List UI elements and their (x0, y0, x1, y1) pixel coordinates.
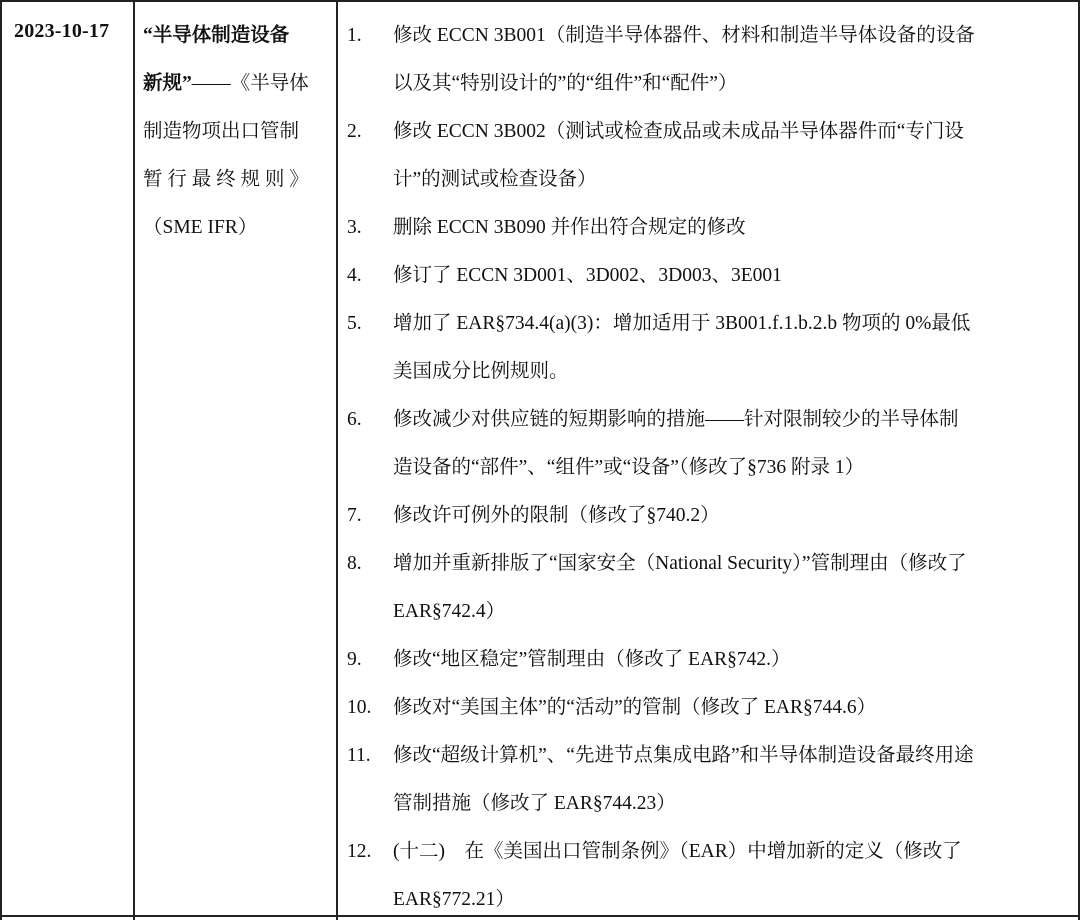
rule-title-line (143, 108, 333, 156)
column-divider-1 (133, 0, 135, 920)
item-text: 造设备的“部件”、“组件”或“设备”（修改了§736 附录 1） (393, 457, 865, 478)
item-text: 修订了 ECCN 3D001、3D002、3D003、3E001 (393, 265, 782, 286)
table-border-left (0, 0, 2, 920)
table-border-right (1078, 0, 1080, 920)
rule-title-line (143, 156, 333, 204)
rule-title-text: （SME IFR） (143, 217, 258, 238)
table-border-top (0, 0, 1080, 2)
rule-title-cell (143, 12, 333, 252)
item-text: 修改“地区稳定”管制理由（修改了 EAR§742.） (393, 649, 791, 670)
date-cell: 2023-10-17 (14, 20, 110, 42)
item-number: 6. (347, 409, 362, 430)
rule-title-line (143, 60, 333, 108)
item-number: 3. (347, 217, 362, 238)
item-number: 2. (347, 121, 362, 142)
item-number: 4. (347, 265, 362, 286)
item-text: 增加并重新排版了“国家安全（National Security）”管制理由（修改了 (393, 553, 967, 574)
item-text: 修改减少对供应链的短期影响的措施——针对限制较少的半导体制 (393, 409, 959, 430)
rule-title-text: 暂 行 最 终 规 则 》 (143, 169, 309, 190)
item-text: 增加了 EAR§734.4(a)(3)：增加适用于 3B001.f.1.b.2.b 物项的 0%最低 (393, 313, 971, 334)
item-text: EAR§772.21） (393, 889, 515, 910)
item-text: 美国成分比例规则。 (393, 361, 569, 382)
item-number: 7. (347, 505, 362, 526)
item-number: 1. (347, 25, 362, 46)
item-text: 修改许可例外的限制（修改了§740.2） (393, 505, 720, 526)
rule-title-text: 新规”——《半导体 (143, 73, 309, 94)
column-divider-2 (336, 0, 338, 920)
item-text: 修改“超级计算机”、“先进节点集成电路”和半导体制造设备最终用途 (393, 745, 974, 766)
item-text: 修改 ECCN 3B001（制造半导体器件、材料和制造半导体设备的设备 (393, 25, 975, 46)
item-text: 计”的测试或检查设备） (393, 169, 597, 190)
item-text: 修改对“美国主体”的“活动”的管制（修改了 EAR§744.6） (393, 697, 877, 718)
rule-title-line (143, 204, 333, 252)
table-row-divider (0, 915, 1080, 917)
rule-title-line (143, 12, 333, 60)
item-text: 管制措施（修改了 EAR§744.23） (393, 793, 676, 814)
item-text: 以及其“特别设计的”的“组件”和“配件”） (393, 73, 738, 94)
item-text: (十二) 在《美国出口管制条例》（EAR）中增加新的定义（修改了 (393, 841, 962, 862)
item-text: 删除 ECCN 3B090 并作出符合规定的修改 (393, 217, 746, 238)
item-number: 11. (347, 745, 371, 766)
rule-title-text: 制造物项出口管制 (143, 121, 300, 142)
item-number: 5. (347, 313, 362, 334)
item-number: 10. (347, 697, 372, 718)
item-text: EAR§742.4） (393, 601, 506, 622)
item-number: 9. (347, 649, 362, 670)
item-number: 12. (347, 841, 372, 862)
rule-title-text: “半导体制造设备 (143, 25, 290, 46)
item-number: 8. (347, 553, 362, 574)
item-text: 修改 ECCN 3B002（测试或检查成品或未成品半导体器件而“专门设 (393, 121, 964, 142)
